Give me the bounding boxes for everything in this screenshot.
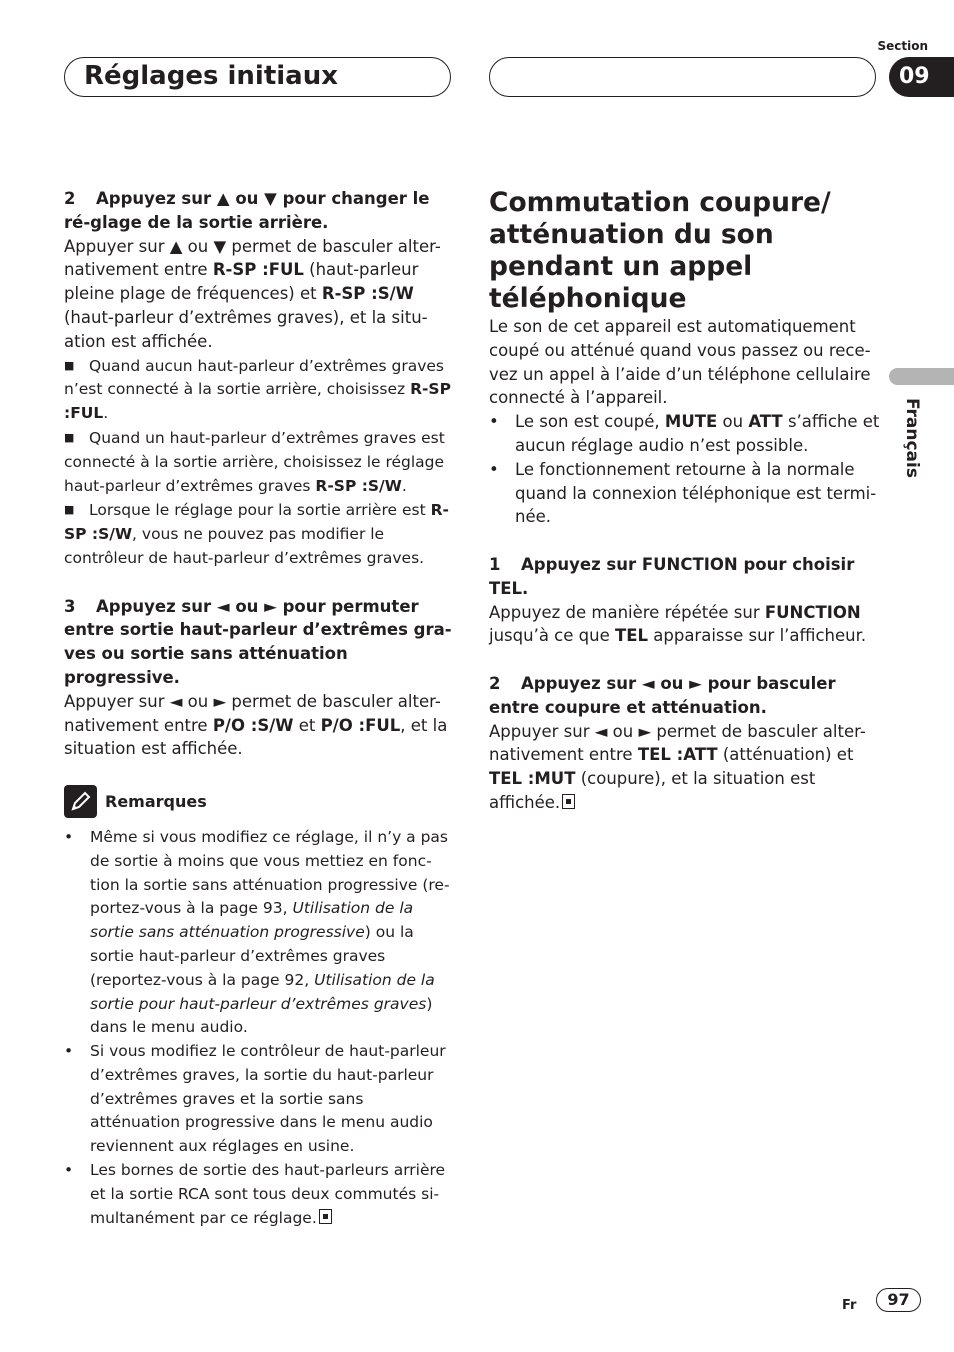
intro-text: Le son de cet appareil est automatiquement coupé ou atténué quand vous passez ou rece-vez un appel à l’aide d’un téléphone cellulaire connecté à l’appareil. — [489, 317, 871, 408]
pencil-icon — [64, 785, 97, 818]
page-number: 97 — [876, 1288, 921, 1312]
bullet-item: • Le son est coupé, MUTE ou ATT s’affiche et aucun réglage audio n’est possible. — [489, 412, 880, 455]
language-label: Français — [902, 398, 922, 478]
note-item: ■ Lorsque le réglage pour la sortie arrière est R-SP :S/W, vous ne pouvez pas modifier le contrôleur de haut-parleur d’extrêmes graves. — [64, 501, 449, 567]
section-number: 09 — [889, 57, 954, 97]
tel-step-1-body: Appuyez de manière répétée sur FUNCTION jusqu’à ce que TEL apparaisse sur l’afficheur. — [489, 602, 867, 646]
section-label: Section — [877, 39, 928, 53]
end-of-section-icon — [562, 794, 575, 809]
step-2-body: Appuyer sur ▲ ou ▼ permet de basculer alter-nativement entre R-SP :FUL (haut-parleur pleine plage de fréquences) et R-SP :S/W (haut-parleur d’extrêmes graves), et la situ-ation est affichée. — [64, 236, 441, 351]
right-column — [489, 187, 881, 815]
remarks-heading: Remarques — [64, 785, 456, 818]
left-column — [64, 187, 456, 1230]
remark-item: • Les bornes de sortie des haut-parleurs arrière et la sortie RCA sont tous deux commutés si-multanément par ce réglage. — [64, 1161, 446, 1227]
tel-step-2-heading: 2 Appuyez sur ◄ ou ► pour basculer entre coupure et atténuation. — [489, 673, 836, 717]
end-of-section-icon — [319, 1209, 332, 1224]
note-item: ■ Quand un haut-parleur d’extrêmes graves est connecté à la sortie arrière, choisissez le réglage haut-parleur d’extrêmes graves R-SP :S/W. — [64, 428, 445, 495]
header-blank-box — [489, 57, 876, 97]
language-tab-marker — [889, 368, 954, 385]
note-item: ■ Quand aucun haut-parleur d’extrêmes graves n’est connecté à la sortie arrière, choisissez R-SP :FUL. — [64, 356, 451, 423]
step-3-body: Appuyer sur ◄ ou ► permet de basculer alter-nativement entre P/O :S/W et P/O :FUL, et la situation est affichée. — [64, 691, 448, 759]
tel-step-2-body: Appuyer sur ◄ ou ► permet de basculer alter-nativement entre TEL :ATT (atténuation) et TEL :MUT (coupure), et la situation est affichée. — [489, 721, 866, 812]
remark-item: • Si vous modifiez le contrôleur de haut-parleur d’extrêmes graves, la sortie du haut-parleur d’extrêmes graves et la sortie sans atténuation progressive dans le menu audio reviennent aux réglages en usine. — [64, 1042, 446, 1156]
bullet-item: • Le fonctionnement retourne à la normale quand la connexion téléphonique est termi-née. — [489, 459, 877, 527]
step-3-heading: 3 Appuyez sur ◄ ou ► pour permuter entre sortie haut-parleur d’extrêmes gra-ves ou sortie sans atténuation progressive. — [64, 596, 452, 687]
step-2-heading: 2 Appuyez sur ▲ ou ▼ pour changer le ré-glage de la sortie arrière. — [64, 189, 430, 232]
remark-item: • Même si vous modifiez ce réglage, il n’y a pas de sortie à moins que vous mettiez en fonc-tion la sortie sans atténuation progressive (re-portez-vous à la page 93, Utilisation de la sortie sans atténuation progressive) ou la sortie haut-parleur d’extrêmes graves (reportez-vous à la page 92, Utilisation de la sortie pour haut-parleur d’extrêmes graves) dans le menu audio. — [64, 827, 450, 1037]
page-title: Réglages initiaux — [84, 61, 338, 91]
section-title: Commutation coupure/ atténuation du son pendant un appel téléphonique — [489, 187, 831, 314]
footer-language: Fr — [842, 1298, 857, 1313]
tel-step-1-heading: 1 Appuyez sur FUNCTION pour choisir TEL. — [489, 554, 855, 598]
